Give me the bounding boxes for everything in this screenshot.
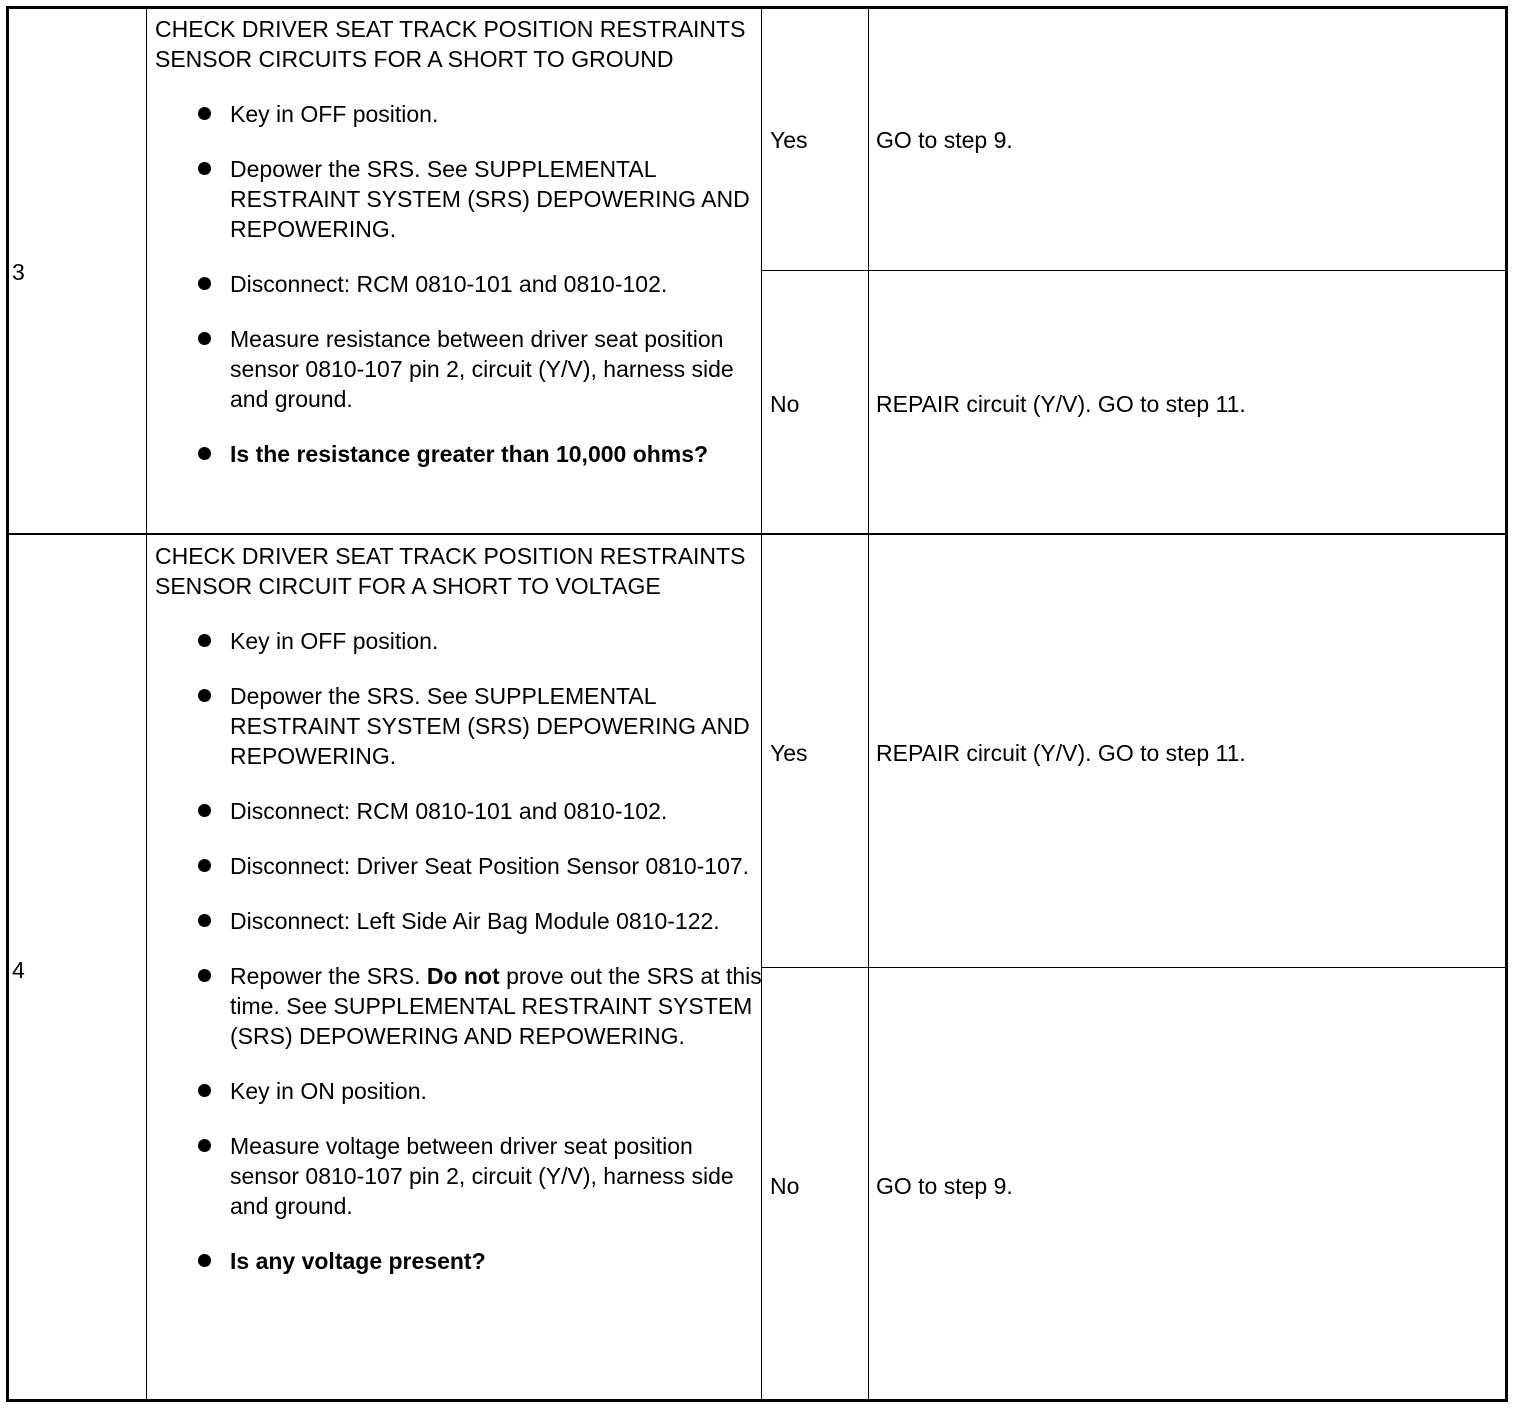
- checklist-item: [155, 1246, 765, 1276]
- step-description: [155, 541, 765, 1276]
- outcome-divider: [761, 967, 1505, 968]
- outcome-action: GO to step 9.: [876, 1173, 1013, 1199]
- column-divider: [868, 9, 869, 1399]
- checklist-text: Depower the SRS. See SUPPLEMENTAL RESTRAINT SYSTEM (SRS) DEPOWERING AND REPOWERING.: [230, 156, 750, 242]
- checklist-text: Key in OFF position.: [230, 628, 439, 654]
- outcome-answer-yes: Yes: [770, 740, 808, 766]
- step-number: 3: [12, 259, 25, 285]
- checklist-item: [155, 906, 765, 936]
- checklist-text-part: Repower the SRS.: [230, 963, 427, 989]
- bullet-icon: [198, 859, 211, 872]
- checklist-text: Measure voltage between driver seat position sensor 0810-107 pin 2, circuit (Y/V), harness side and ground.: [230, 1133, 734, 1219]
- checklist-text: Disconnect: Driver Seat Position Sensor 0810-107.: [230, 853, 750, 879]
- checklist-text: Key in OFF position.: [230, 101, 439, 127]
- bullet-icon: [198, 162, 211, 175]
- bullet-icon: [198, 277, 211, 290]
- checklist-question: Is any voltage present?: [230, 1248, 486, 1274]
- outcome-answer-no: No: [770, 1173, 800, 1199]
- outcome-action: GO to step 9.: [876, 127, 1013, 153]
- outcome-divider: [761, 270, 1505, 271]
- bullet-icon: [198, 804, 211, 817]
- bullet-icon: [198, 1254, 211, 1267]
- bullet-icon: [198, 447, 211, 460]
- bullet-icon: [198, 634, 211, 647]
- checklist-text: Depower the SRS. See SUPPLEMENTAL RESTRAINT SYSTEM (SRS) DEPOWERING AND REPOWERING.: [230, 683, 750, 769]
- bullet-icon: [198, 689, 211, 702]
- checklist-item: [155, 851, 765, 881]
- checklist-question: Is the resistance greater than 10,000 ohms?: [230, 441, 709, 467]
- checklist-text-part: prove out the SRS at this time. See SUPPLEMENTAL RESTRAINT SYSTEM (SRS) DEPOWERING AND REPOWERING.: [230, 963, 762, 1049]
- checklist-item: [155, 796, 765, 826]
- bullet-icon: [198, 1139, 211, 1152]
- checklist-item: [155, 439, 765, 469]
- checklist-text: Key in ON position.: [230, 1078, 427, 1104]
- step-number: 4: [12, 957, 25, 983]
- column-divider: [146, 9, 147, 1399]
- step-title: CHECK DRIVER SEAT TRACK POSITION RESTRAINTS SENSOR CIRCUITS FOR A SHORT TO GROUND: [155, 16, 746, 72]
- checklist-text: Measure resistance between driver seat position sensor 0810-107 pin 2, circuit (Y/V), harness side and ground.: [230, 326, 734, 412]
- step-title: CHECK DRIVER SEAT TRACK POSITION RESTRAINTS SENSOR CIRCUIT FOR A SHORT TO VOLTAGE: [155, 543, 746, 599]
- step-checklist: [155, 626, 765, 1276]
- checklist-item: [155, 961, 765, 1051]
- checklist-item: [155, 681, 765, 771]
- checklist-item: [155, 99, 765, 129]
- step-checklist: [155, 99, 765, 469]
- diagnostic-table: [6, 6, 1508, 1402]
- checklist-text: Disconnect: RCM 0810-101 and 0810-102.: [230, 798, 668, 824]
- bullet-icon: [198, 1084, 211, 1097]
- checklist-item: [155, 626, 765, 656]
- bullet-icon: [198, 914, 211, 927]
- checklist-text: Disconnect: RCM 0810-101 and 0810-102.: [230, 271, 668, 297]
- outcome-answer-no: No: [770, 391, 800, 417]
- bullet-icon: [198, 332, 211, 345]
- step-description: [155, 14, 765, 469]
- bullet-icon: [198, 969, 211, 982]
- emphasis-text: Do not: [426, 963, 500, 989]
- checklist-item: [155, 1131, 765, 1221]
- checklist-item: [155, 324, 765, 414]
- checklist-text: [230, 963, 762, 1049]
- outcome-action: REPAIR circuit (Y/V). GO to step 11.: [876, 391, 1246, 417]
- checklist-item: [155, 269, 765, 299]
- checklist-item: [155, 1076, 765, 1106]
- outcome-action: REPAIR circuit (Y/V). GO to step 11.: [876, 740, 1246, 766]
- checklist-item: [155, 154, 765, 244]
- row-divider: [9, 533, 1505, 535]
- bullet-icon: [198, 107, 211, 120]
- checklist-text: Disconnect: Left Side Air Bag Module 0810-122.: [230, 908, 720, 934]
- outcome-answer-yes: Yes: [770, 127, 808, 153]
